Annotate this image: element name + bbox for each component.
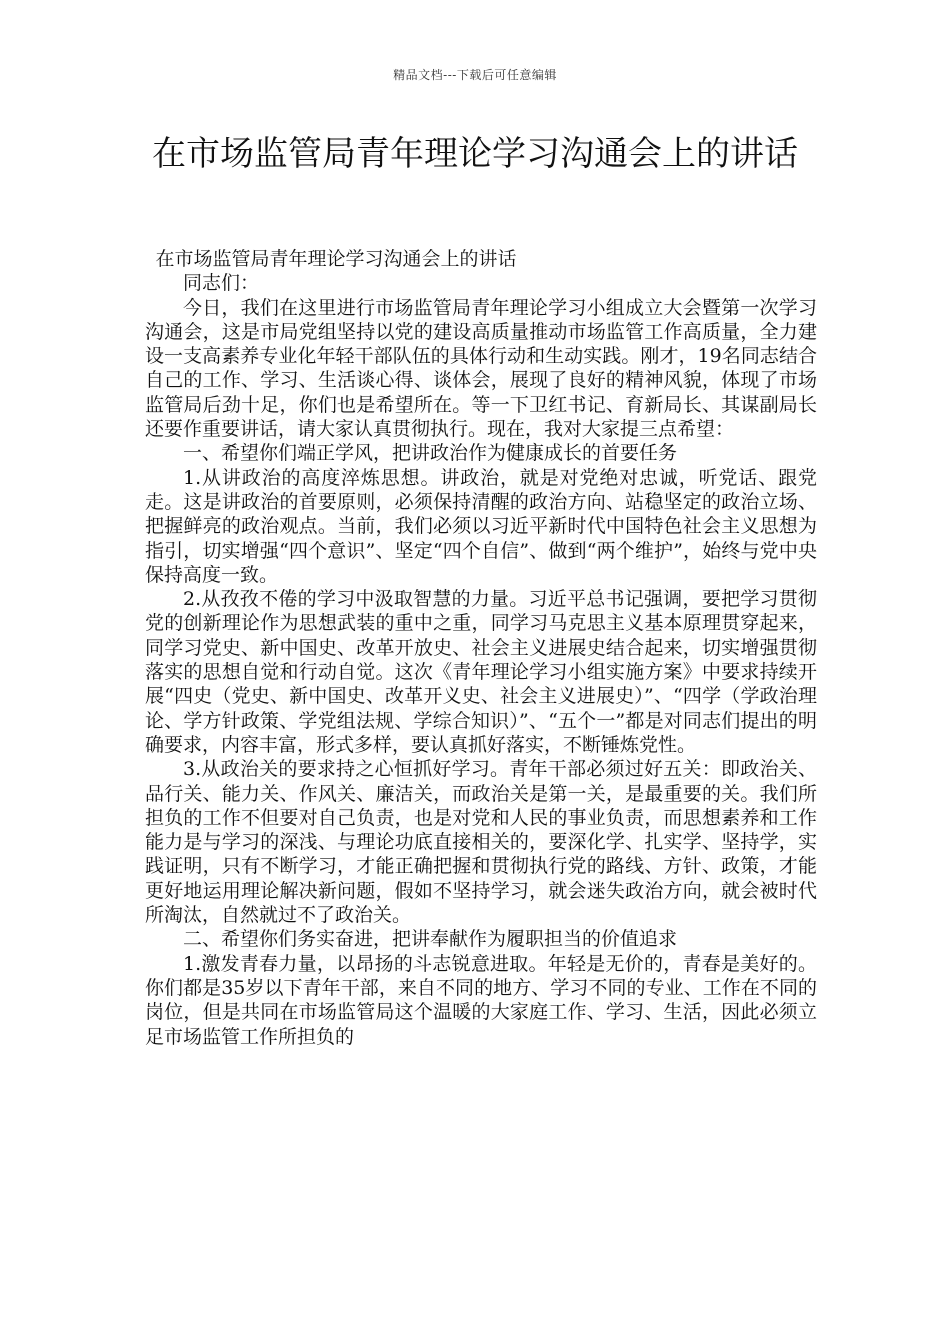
- paragraph-1-1: 1.从讲政治的高度淬炼思想。讲政治，就是对党绝对忠诚，听党话、跟党走。这是讲政治的首要原则，必须保持清醒的政治方向、站稳坚定的政治立场、把握鲜亮的政治观点。当前，我们必须以习近平新时代中国特色社会主义思想为指引，切实增强“四个意识”、坚定“四个自信”、做到“两个维护”，始终与党中央保持高度一致。: [145, 466, 817, 586]
- document-body: [145, 247, 817, 1049]
- paragraph-1-2: 2.从孜孜不倦的学习中汲取智慧的力量。习近平总书记强调，要把学习贯彻党的创新理论作为思想武装的重中之重，同学习马克思主义基本原理贯穿起来，同学习党史、新中国史、改革开放史、社会主义进展史结合起来，切实增强贯彻落实的思想自觉和行动自觉。这次《青年理论学习小组实施方案》中要求持续开展“四史（党史、新中国史、改革开义史、社会主义进展史）”、“四学（学政治理论、学方针政策、学党组法规、学综合知识）”、“五个一”都是对同志们提出的明确要求，内容丰富，形式多样，要认真抓好落实，不断锤炼党性。: [145, 588, 817, 756]
- document-title: 在市场监管局青年理论学习沟通会上的讲话: [152, 134, 798, 174]
- paragraph-1-3: 3.从政治关的要求持之心恒抓好学习。青年干部必须过好五关：即政治关、品行关、能力关、作风关、廉洁关，而政治关是第一关，是最重要的关。我们所担负的工作不但要对自己负责，也是对党和人民的事业负责，而思想素养和工作能力是与学习的深浅、与理论功底直接相关的，要深化学、扎实学、坚持学，实践证明，只有不断学习，才能正确把握和贯彻执行党的路线、方针、政策，才能更好地运用理论解决新问题，假如不坚持学习，就会迷失政治方向，就会被时代所淘汰，自然就过不了政治关。: [145, 758, 817, 927]
- section-heading-1: 一、希望你们端正学风，把讲政治作为健康成长的首要任务: [183, 442, 678, 465]
- document-subtitle: 在市场监管局青年理论学习沟通会上的讲话: [155, 248, 517, 270]
- salutation: 同志们：: [183, 272, 260, 295]
- paragraph-2-1: 1.激发青春力量，以昂扬的斗志锐意进取。年轻是无价的，青春是美好的。你们都是35岁以下青年干部，来自不同的地方、学习不同的专业、工作在不同的岗位，但是共同在市场监管局这个温暖的大家庭工作、学习、生活，因此必须立足市场监管工作所担负的: [145, 952, 817, 1048]
- paragraph-intro: 今日，我们在这里进行市场监管局青年理论学习小组成立大会暨第一次学习沟通会，这是市局党组坚持以党的建设高质量推动市场监管工作高质量，全力建设一支高素养专业化年轻干部队伍的具体行动和生动实践。刚才，19名同志结合自己的工作、学习、生活谈心得、谈体会，展现了良好的精神风貌，体现了市场监管局后劲十足，你们也是希望所在。等一下卫红书记、育新局长、其谋副局长还要作重要讲话，请大家认真贯彻执行。现在，我对大家提三点希望：: [145, 296, 817, 441]
- section-heading-2: 二、希望你们务实奋进，把讲奉献作为履职担当的价值追求: [183, 928, 678, 951]
- header-note: 精品文档---下载后可任意编辑: [393, 68, 557, 82]
